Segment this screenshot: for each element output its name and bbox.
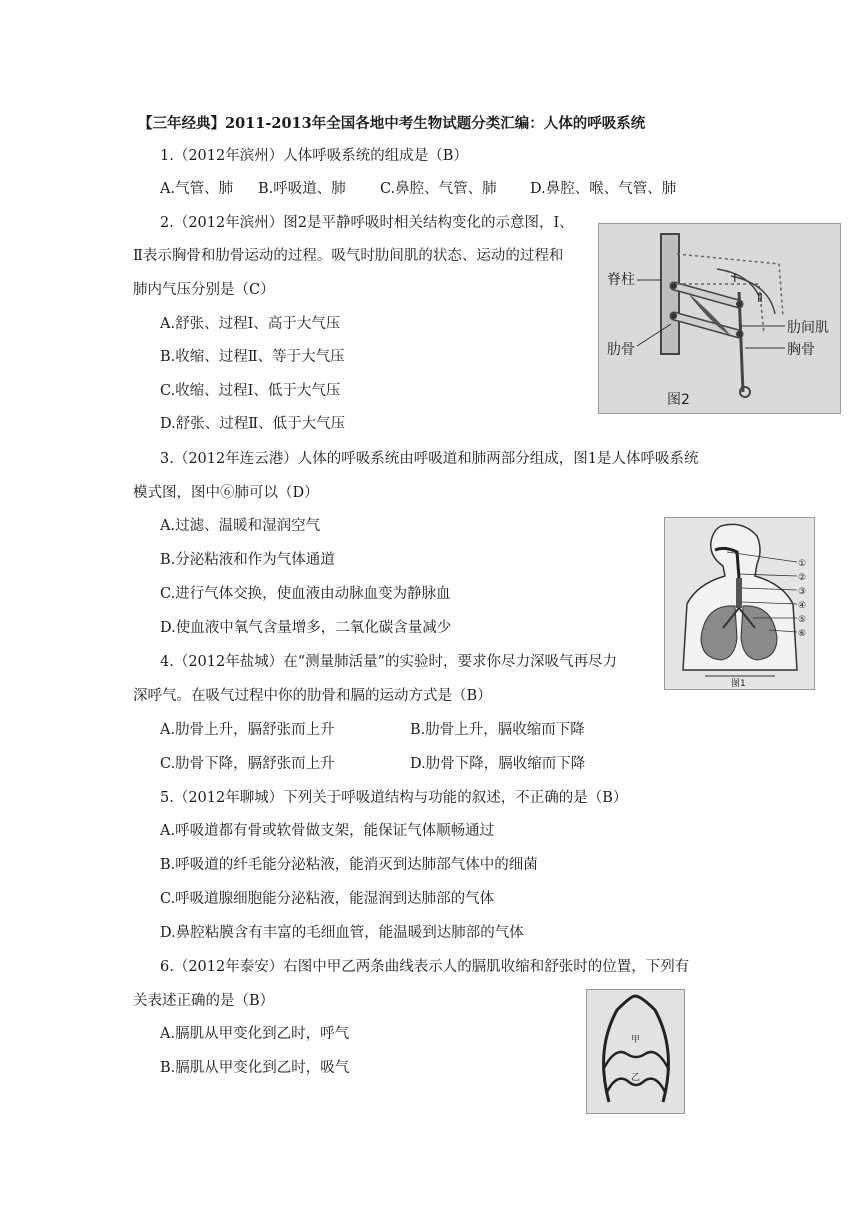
figure-2-rib-diagram bbox=[598, 223, 841, 414]
page-title: 【三年经典】2011-2013年全国各地中考生物试题分类汇编：人体的呼吸系统 bbox=[138, 115, 646, 132]
question-5-option-c: C.呼吸道腺细胞能分泌粘液，能湿润到达肺部的气体 bbox=[160, 891, 495, 907]
question-3-option-d: D.使血液中氧气含量增多，二氧化碳含量减少 bbox=[160, 620, 452, 636]
label-yi: 乙 bbox=[631, 1073, 641, 1083]
question-2-stem-3: 肺内气压分别是（C） bbox=[133, 282, 275, 298]
question-1-option-a: A.气管、肺 bbox=[160, 181, 234, 197]
question-3-stem-1: 3.（2012年连云港）人体的呼吸系统由呼吸道和肺两部分组成，图1是人体呼吸系统 bbox=[160, 451, 699, 467]
question-2-stem-2: Ⅱ表示胸骨和肋骨运动的过程。吸气时肋间肌的状态、运动的过程和 bbox=[133, 248, 564, 264]
question-3-option-a: A.过滤、温暖和湿润空气 bbox=[160, 518, 321, 534]
question-4-option-a: A.肋骨上升，膈舒张而上升 bbox=[160, 722, 335, 738]
question-2-option-a: A.舒张、过程Ⅰ、高于大气压 bbox=[160, 316, 341, 332]
label-process-2: Ⅱ bbox=[757, 291, 763, 305]
question-4-option-b: B.肋骨上升，膈收缩而下降 bbox=[410, 722, 585, 738]
label-4: ④ bbox=[798, 601, 807, 611]
question-2-option-c: C.收缩、过程Ⅰ、低于大气压 bbox=[160, 383, 341, 399]
question-4-stem-1: 4.（2012年盐城）在“测量肺活量”的实验时，要求你尽力深吸气再尽力 bbox=[160, 654, 618, 670]
question-3-stem-2: 模式图，图中⑥肺可以（D） bbox=[133, 485, 319, 501]
question-2-option-b: B.收缩、过程Ⅱ、等于大气压 bbox=[160, 349, 345, 365]
question-2-option-d: D.舒张、过程Ⅱ、低于大气压 bbox=[160, 416, 346, 432]
question-1-option-b: B.呼吸道、肺 bbox=[258, 181, 346, 197]
question-2-stem-1: 2.（2012年滨州）图2是平静呼吸时相关结构变化的示意图，Ⅰ、 bbox=[160, 215, 574, 231]
question-1-option-c: C.鼻腔、气管、肺 bbox=[380, 181, 497, 197]
question-3-option-c: C.进行气体交换，使血液由动脉血变为静脉血 bbox=[160, 586, 451, 602]
figure-1-respiratory-system bbox=[664, 517, 815, 690]
question-6-option-a: A.膈肌从甲变化到乙时，呼气 bbox=[160, 1026, 350, 1042]
question-4-option-c: C.肋骨下降，膈舒张而上升 bbox=[160, 756, 335, 772]
question-1-option-d: D.鼻腔、喉、气管、肺 bbox=[530, 181, 677, 197]
question-6-option-b: B.膈肌从甲变化到乙时，吸气 bbox=[160, 1060, 350, 1076]
label-spine: 脊柱 bbox=[607, 272, 635, 288]
label-3: ③ bbox=[798, 587, 807, 597]
question-1-stem-1: 1.（2012年滨州）人体呼吸系统的组成是（B） bbox=[160, 148, 468, 164]
question-4-stem-2: 深呼气。在吸气过程中你的肋骨和膈的运动方式是（B） bbox=[133, 688, 492, 704]
label-process-1: Ⅰ bbox=[733, 271, 737, 285]
label-5: ⑤ bbox=[798, 615, 807, 625]
figure-2-caption: 图2 bbox=[667, 392, 690, 408]
question-3-option-b: B.分泌粘液和作为气体通道 bbox=[160, 552, 335, 568]
spine-bar bbox=[661, 234, 679, 354]
question-6-stem-1: 6.（2012年泰安）右图中甲乙两条曲线表示人的膈肌收缩和舒张时的位置，下列有 bbox=[160, 959, 690, 975]
figure-diaphragm-curves bbox=[586, 989, 685, 1114]
label-1: ① bbox=[798, 559, 807, 569]
question-5-option-b: B.呼吸道的纤毛能分泌粘液，能消灭到达肺部气体中的细菌 bbox=[160, 857, 538, 873]
question-4-option-d: D.肋骨下降，膈收缩而下降 bbox=[410, 756, 586, 772]
label-6: ⑥ bbox=[798, 629, 807, 639]
label-sternum: 胸骨 bbox=[787, 342, 815, 358]
label-2: ② bbox=[798, 573, 807, 583]
label-jia: 甲 bbox=[631, 1035, 641, 1045]
label-rib: 肋骨 bbox=[607, 342, 635, 358]
figure-1-caption: 图1 bbox=[731, 679, 746, 689]
label-intercostal-muscle: 肋间肌 bbox=[787, 320, 829, 336]
question-6-stem-2: 关表述正确的是（B） bbox=[133, 993, 275, 1009]
question-5-stem-1: 5.（2012年聊城）下列关于呼吸道结构与功能的叙述，不正确的是（B） bbox=[160, 790, 628, 806]
question-5-option-a: A.呼吸道都有骨或软骨做支架，能保证气体顺畅通过 bbox=[160, 823, 495, 839]
question-5-option-d: D.鼻腔粘膜含有丰富的毛细血管，能温暖到达肺部的气体 bbox=[160, 925, 524, 941]
